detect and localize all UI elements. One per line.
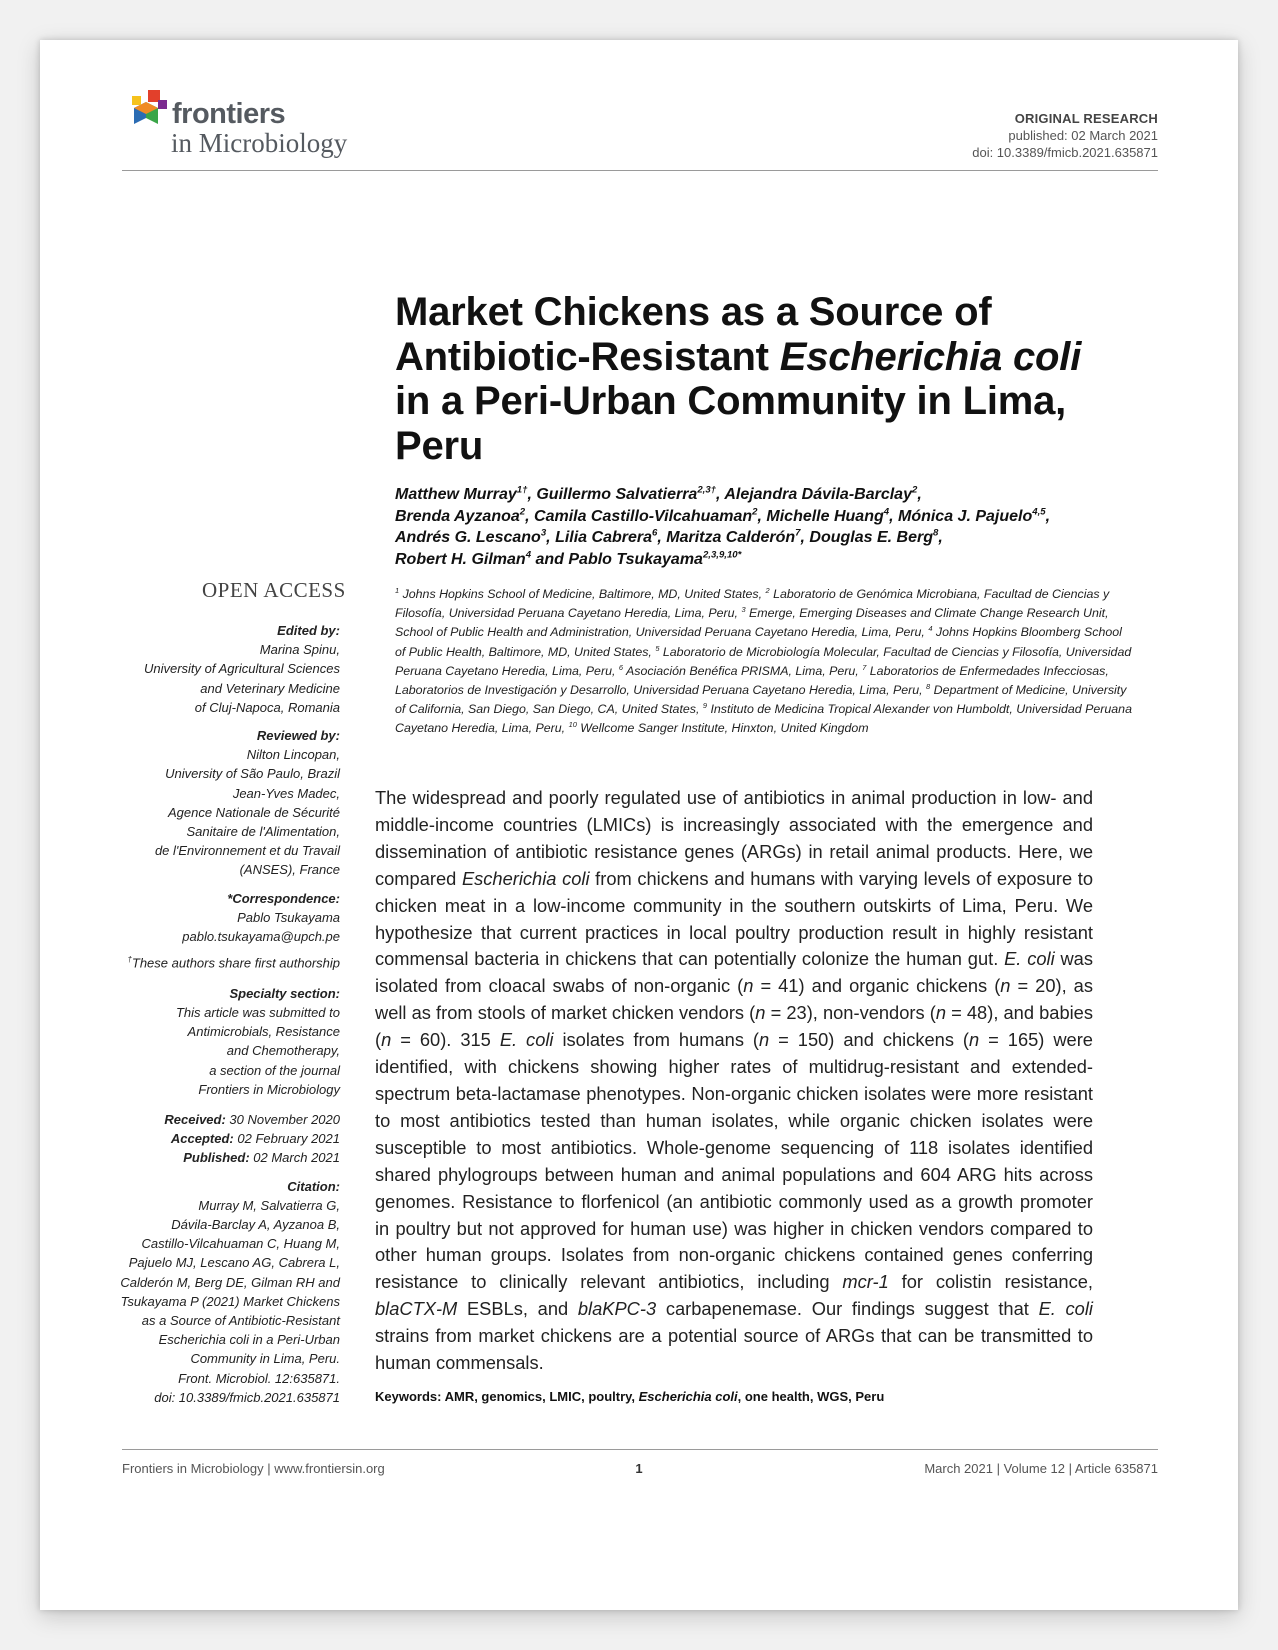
specialty-line: and Chemotherapy,	[226, 1043, 340, 1059]
author-name: Maritza Calderón	[666, 529, 796, 546]
author-affiliation-mark: 3	[540, 527, 547, 539]
logo-word: frontiers	[172, 98, 286, 130]
paper-page	[40, 40, 1238, 1610]
accepted-date: Accepted: 02 February 2021	[170, 1131, 340, 1147]
affiliation-text: Laboratorio de Microbiología Molecular, Facultad de Ciencias y Filosofía, Universidad Peruana Cayetano Heredia, Lima, Peru,	[395, 644, 1132, 678]
citation-label: Citation:	[287, 1178, 340, 1194]
abstract-text: for colistin resistance,	[888, 1271, 1093, 1293]
edited-by-list	[120, 640, 340, 717]
author-name: Andrés G. Lescano	[395, 529, 541, 546]
header-divider	[122, 170, 1158, 171]
affiliation-number: 3	[741, 605, 746, 615]
abstract-text: = 20), as well as from stools of market chicken vendors (	[375, 975, 1093, 1024]
affiliations	[395, 585, 1135, 739]
citation-line: doi: 10.3389/fmicb.2021.635871	[154, 1389, 340, 1405]
affiliation-text: Department of Medicine, University of California, San Diego, San Diego, CA, United States,	[395, 683, 1127, 717]
open-access-label: OPEN ACCESS	[202, 578, 346, 602]
citation-line: Castillo-Vilcahuaman C, Huang M,	[141, 1236, 340, 1252]
author-name: Mónica J. Pajuelo	[897, 507, 1033, 525]
reviewed-by-list	[120, 745, 340, 879]
author-affiliation-mark: 6	[652, 527, 658, 539]
title-line: Market Chickens as a Source of	[395, 290, 992, 334]
author-name: Pablo Tsukayama	[568, 550, 703, 568]
affiliation-number: 10	[568, 720, 577, 730]
published-date-left: Published: 02 March 2021	[183, 1150, 340, 1166]
author-affiliation-mark: 2	[911, 484, 918, 496]
citation-line: Tsukayama P (2021) Market Chickens	[120, 1293, 340, 1309]
abstract-italic: E. coli	[1004, 948, 1055, 970]
author-name: Alejandra Dávila-Barclay	[724, 486, 912, 503]
reviewer-line: Sanitaire de l'Alimentation,	[186, 824, 340, 840]
author-list: Matthew Murray$^{1\dagger}$, Guillermo Salvatierra$^{2,3\dagger}$, Alejandra Dávila-Barclay$^2$, Brenda Ayzanoa$^2$, Camila Castillo-Vilcahuaman$^2$, Michelle Huang$^4$, Mónica J. Pajuelo$^{4,5}$, Andrés G. Lescano$^3$, Lilia Cabrera$^6$, Maritza Calderón$^7$, Douglas E. Berg$^8$, Robert H. Gilman$^4$ and Pablo Tsukayama$^{2,3,9,10*}$	[395, 484, 1051, 568]
abstract-italic: n	[1000, 975, 1011, 997]
affiliation-number: 8	[926, 681, 931, 691]
abstract-text: = 60). 315	[391, 1029, 500, 1051]
reviewer-line: Jean-Yves Madec,	[232, 785, 340, 801]
reviewed-by-label: Reviewed by:	[256, 728, 340, 744]
footer-issue: March 2021 | Volume 12 | Article 635871	[924, 1461, 1158, 1476]
affiliation-text: Laboratorio de Genómica Microbiana, Facultad de Ciencias y Filosofía, Universidad Peruana Cayetano Heredia, Lima, Peru,	[395, 587, 1110, 621]
keywords: Keywords: AMR, genomics, LMIC, poultry, Escherichia coli, one health, WGS, Peru	[375, 1389, 885, 1404]
affiliation-number: 2	[765, 585, 770, 595]
author-affiliation-mark: 2,3,9,10*	[702, 549, 742, 561]
affiliation-number: 9	[702, 701, 708, 711]
journal-logo	[128, 88, 368, 168]
abstract-text: = 48), and babies (	[375, 1002, 1093, 1051]
abstract-italic: n	[969, 1029, 980, 1051]
correspondence-line: Pablo Tsukayama	[237, 909, 340, 925]
affiliation-text: Johns Hopkins Bloomberg School of Public Health, Baltimore, MD, United States,	[395, 625, 1122, 659]
abstract-text: isolates from humans (	[553, 1029, 760, 1051]
affiliation-text: Instituto de Medicina Tropical Alexander von Humboldt, Universidad Peruana Cayetano Heredia, Lima, Peru,	[395, 702, 1132, 736]
author-name: Brenda Ayzanoa	[395, 507, 520, 525]
correspondence-line: pablo.tsukayama@upch.pe	[182, 929, 340, 945]
author-name: Guillermo Salvatierra	[536, 486, 698, 503]
correspondence-list	[120, 908, 340, 946]
affiliation-number: 5	[655, 643, 660, 653]
logo-subtitle: in Microbiology	[171, 128, 348, 158]
abstract	[375, 785, 1093, 1377]
abstract-italic: blaCTX-M	[375, 1298, 458, 1320]
abstract-text: was isolated from cloacal swabs of non-organic (	[375, 948, 1093, 997]
abstract-text: from chickens and humans with varying levels of exposure to chicken meat in a low-income community in the southern outskirts of Lima, Peru. We hypothesize that current practices in local poultry production result in highly resistant commensal bacteria in chickens that can potentially colonize the human gut.	[375, 867, 1093, 970]
footer-divider	[122, 1449, 1158, 1450]
citation-line: Community in Lima, Peru.	[190, 1351, 340, 1367]
article-title	[395, 290, 1155, 468]
abstract-italic: E. coli	[1038, 1298, 1093, 1320]
author-affiliation-mark: 2,3†	[697, 484, 717, 496]
author-name: Camila Castillo-Vilcahuaman	[534, 507, 753, 525]
specialty-line: a section of the journal	[209, 1062, 340, 1078]
author-name: Michelle Huang	[766, 507, 884, 525]
abstract-italic: n	[743, 975, 754, 997]
author-name: Matthew Murray	[395, 486, 517, 503]
specialty-label: Specialty section:	[229, 985, 340, 1001]
abstract-italic: n	[759, 1029, 770, 1051]
abstract-text: = 41) and organic chickens (	[753, 975, 1001, 997]
correspondence-label: *Correspondence:	[227, 890, 340, 906]
reviewer-line: Agence Nationale de Sécurité	[167, 804, 340, 820]
published-date: published: 02 March 2021	[1008, 128, 1158, 143]
citation-line: Escherichia coli in a Peri-Urban	[158, 1332, 340, 1348]
author-affiliation-mark: 1†	[516, 484, 528, 496]
abstract-italic: n	[935, 1002, 946, 1024]
reviewer-line: (ANSES), France	[239, 862, 340, 878]
affiliation-text: Asociación Benéfica PRISMA, Lima, Peru,	[623, 663, 863, 678]
citation-text	[120, 1196, 340, 1407]
author-affiliation-mark: 4,5	[1032, 506, 1046, 518]
specialty-line: Antimicrobials, Resistance	[187, 1024, 340, 1040]
author-affiliation-mark: 2	[752, 506, 758, 518]
specialty-line: This article was submitted to	[175, 1004, 340, 1020]
citation-line: Calderón M, Berg DE, Gilman RH and	[120, 1274, 340, 1290]
affiliation-text: Wellcome Sanger Institute, Hinxton, United Kingdom	[576, 721, 869, 736]
title-line: Peru	[395, 423, 484, 468]
citation-line: Murray M, Salvatierra G,	[198, 1197, 340, 1213]
abstract-text: = 23), non-vendors (	[765, 1002, 936, 1024]
editor-line: Marina Spinu,	[259, 642, 340, 658]
page-number: 1	[635, 1461, 643, 1476]
editor-line: University of Agricultural Sciences	[143, 661, 340, 677]
abstract-italic: n	[381, 1029, 392, 1051]
edited-by-label: Edited by:	[277, 623, 340, 638]
editor-line: of Cluj-Napoca, Romania	[194, 699, 340, 715]
citation-line: as a Source of Antibiotic-Resistant	[141, 1313, 340, 1329]
first-authorship-note: †These authors share first authorship	[127, 955, 340, 971]
author-name: Douglas E. Berg	[809, 529, 933, 546]
editor-line: and Veterinary Medicine	[200, 680, 340, 696]
abstract-italic: blaKPC-3	[577, 1298, 657, 1320]
received-date: Received: 30 November 2020	[164, 1112, 340, 1127]
abstract-italic: E. coli	[499, 1029, 554, 1051]
citation-line: Pajuelo MJ, Lescano AG, Cabrera L,	[128, 1255, 340, 1271]
abstract-italic: Escherichia coli	[461, 867, 590, 889]
abstract-text: The widespread and poorly regulated use of antibiotics in animal production in low- and middle-income countries (LMICs) is increasingly associated with the emergence and dissemination of antibiotic resistance genes (ARGs) in retail animal products. Here, we compared	[375, 787, 1093, 889]
author-name: Robert H. Gilman	[395, 550, 526, 568]
author-name: Lilia Cabrera	[555, 529, 652, 546]
author-affiliation-mark: 7	[795, 527, 801, 539]
affiliation-text: Emerge, Emerging Diseases and Climate Change Research Unit, School of Public Health and Administration, Universidad Peruana Cayetano Heredia, Lima, Peru,	[395, 606, 1109, 640]
abstract-italic: mcr-1	[842, 1271, 889, 1293]
abstract-text: strains from market chickens are a potential source of ARGs that can be transmitted to human commensals.	[375, 1325, 1093, 1374]
reviewer-line: University of São Paulo, Brazil	[165, 766, 340, 782]
citation-line: Dávila-Barclay A, Ayzanoa B,	[171, 1217, 340, 1233]
affiliation-number: 1	[395, 585, 400, 595]
author-affiliation-mark: 8	[932, 527, 939, 539]
affiliation-number: 4	[928, 624, 933, 634]
title-line: in a Peri-Urban Community in Lima,	[395, 379, 1067, 423]
affiliation-text: Johns Hopkins School of Medicine, Baltimore, MD, United States,	[399, 587, 766, 601]
reviewer-line: de l'Environnement et du Travail	[154, 843, 340, 859]
sidebar-info	[120, 621, 340, 1407]
citation-line: Front. Microbiol. 12:635871.	[178, 1370, 340, 1386]
author-affiliation-mark: 4	[883, 506, 890, 518]
abstract-text: ESBLs, and	[457, 1298, 578, 1320]
reviewer-line: Nilton Lincopan,	[246, 747, 340, 763]
article-meta	[972, 110, 1158, 161]
affiliation-number: 7	[862, 662, 867, 672]
footer-journal[interactable]: Frontiers in Microbiology | www.frontiersin.org	[122, 1461, 385, 1476]
article-type: ORIGINAL RESEARCH	[1014, 111, 1158, 126]
specialty-list	[120, 1003, 340, 1099]
title-line: Antibiotic-Resistant Escherichia coli	[395, 334, 1082, 379]
affiliation-text: Laboratorios de Enfermedades Infecciosas, Laboratorios de Investigación y Desarrollo, Universidad Peruana Cayetano Heredia, Lima, Peru,	[395, 663, 1109, 698]
author-affiliation-mark: 4	[525, 549, 532, 561]
specialty-line: Frontiers in Microbiology	[198, 1081, 340, 1097]
author-affiliation-mark: 2	[519, 506, 526, 518]
abstract-text: = 150) and chickens (	[769, 1029, 970, 1051]
title-species: Escherichia coli	[779, 334, 1082, 379]
abstract-text: carbapenemase. Our findings suggest that	[656, 1298, 1039, 1320]
abstract-italic: n	[755, 1002, 766, 1024]
doi-link[interactable]: doi: 10.3389/fmicb.2021.635871	[972, 145, 1158, 160]
abstract-text: = 165) were identified, with chickens showing higher rates of multidrug-resistant and extended-spectrum beta-lactamase phenotypes. Non-organic chicken isolates were more resistant to most antibiotics tested than human isolates, while organic chicken isolates were susceptible to most antibiotics. Whole-genome sequencing of 118 isolates identified shared phylogroups between human and animal populations and 604 ARG hits across genomes. Resistance to florfenicol (an antibiotic commonly used as a growth promoter in poultry but not approved for human use) was higher in chicken vendors compared to other human groups. Isolates from non-organic chickens contained genes conferring resistance to clinically relevant antibiotics, including	[375, 1029, 1093, 1293]
frontiers-logo-icon	[128, 88, 172, 132]
affiliation-number: 6	[618, 662, 623, 672]
